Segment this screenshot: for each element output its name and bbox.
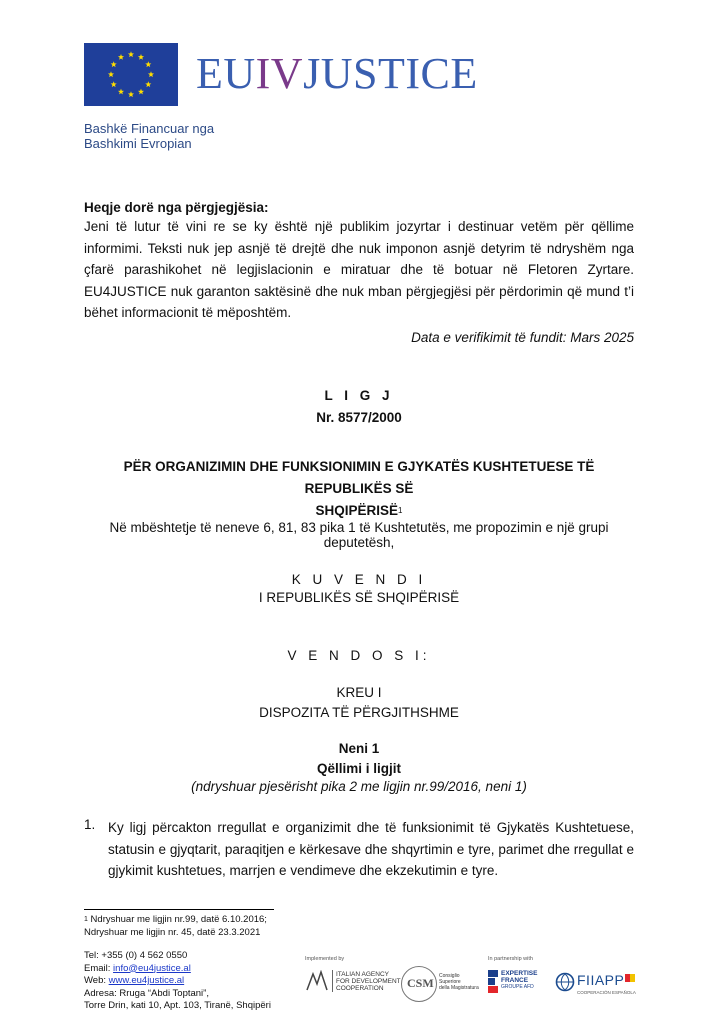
paragraph-text: Ky ligj përcakton rregullat e organizimit dhe të funksionimit të Gjykatës Kushtetuese, statusin e gjyqtarit, paraqitjen e kërkesave dhe shqyrtimin e tyre, parimet dhe rregullat e gjykimit kushtetues, marrjen e vendimeve dhe ekzekutimin e tyre. [108, 820, 634, 878]
eu-star-icon [111, 61, 117, 67]
article-title: Qëllimi i ligjit [316, 761, 401, 776]
cofinanced-line-1: Bashkë Financuar nga [84, 121, 215, 136]
csm-line-2: Superiore [439, 979, 461, 985]
contact-address-2: Torre Drin, kati 10, Apt. 103, Tiranë, Shqipëri [84, 1000, 271, 1012]
legal-basis: Në mbështetje të neneve 6, 81, 83 pika 1 të Kushtetutës, me propozimin e një grupi deputetësh, [109, 520, 609, 550]
fiiapp-flag-yellow [630, 974, 635, 982]
cofinanced-note [84, 121, 214, 151]
law-title-line-1: PËR ORGANIZIMIN DHE FUNKSIONIMIN E GJYKATËS KUSHTETUESE TË REPUBLIKËS SË [123, 459, 595, 496]
eu-star-icon [145, 61, 151, 67]
article-note: (ndryshuar pjesërisht pika 2 me ligjin nr.99/2016, neni 1) [191, 779, 527, 794]
partnership-label: In partnership with [488, 956, 533, 962]
law-title-line-2-text: SHQIPËRISË [315, 503, 399, 518]
csm-line-1: Consiglio [439, 973, 460, 979]
contact-phone: Tel: +355 (0) 4 562 0550 [84, 950, 188, 961]
eu-stars-icon [84, 43, 178, 106]
ef-line-2: FRANCE [501, 977, 529, 984]
aics-emblem-icon [305, 970, 331, 992]
brand-logo [196, 48, 478, 100]
eu-star-icon [118, 54, 124, 60]
ef-line-1: EXPERTISE [501, 970, 538, 977]
footnote-divider [84, 909, 274, 910]
disclaimer-title: Heqje dorë nga përgjegjësia: [84, 200, 269, 215]
fiiapp-globe-icon [555, 972, 575, 992]
eu-star-icon [118, 89, 124, 95]
eu-star-icon [148, 71, 154, 77]
contact-web-label: Web: [84, 975, 109, 987]
article-label: Neni 1 [338, 741, 380, 756]
fiiapp-subtitle: COOPERACIÓN ESPAÑOLA [577, 990, 636, 995]
disclaimer-body: Jeni të lutur të vini re se ky është një publikim jozyrtar i destinuar vetëm për qëllime informimi. Teksti nuk jep asnjë të drejtë dhe nuk imponon asnjë detyrim të ndryshëm nga çfarë parashikohet në legjislacionin e miratuar dhe të botuar në Fletoren Zyrtare. EU4JUSTICE nuk garanton saktësinë dhe nuk mban përgjegjësi për përdorimin që mund t’i bëhet informacionit të mëposhtëm. [84, 219, 634, 320]
eu-star-icon [111, 81, 117, 87]
aics-line-2: FOR DEVELOPMENT [336, 978, 401, 985]
contact-web-row [84, 975, 271, 988]
footnote-mark: 1 [84, 916, 88, 923]
expertise-france-mark-icon [488, 970, 498, 994]
footnote-line-1 [84, 913, 267, 926]
expertise-france-logo [501, 970, 537, 991]
ef-line-3: GROUPE AFD [501, 984, 534, 990]
aics-line-3: COOPERATION [336, 985, 384, 992]
contact-email-row [84, 963, 271, 976]
implemented-by-label: Implemented by [305, 956, 345, 962]
contact-email-label: Email: [84, 962, 114, 974]
fiiapp-logo: FIIAPP [577, 972, 625, 988]
csm-logo-text [439, 973, 479, 991]
aics-divider [332, 970, 333, 992]
eu-star-icon [128, 91, 134, 97]
verification-date: Data e verifikimit të fundit: Mars 2025 [411, 330, 634, 345]
law-number: Nr. 8577/2000 [316, 410, 402, 425]
brand-eu: EU [196, 49, 256, 98]
csm-line-3: della Magistratura [439, 985, 479, 991]
eu-star-icon [138, 89, 144, 95]
assembly-republic: I REPUBLIKËS SË SHQIPËRISË [258, 590, 460, 605]
law-title-line-2 [84, 500, 634, 522]
footnote-line-2: Ndryshuar me ligjin nr. 45, datë 23.3.2021 [84, 927, 261, 938]
assembly-label: K U V E N D I [291, 572, 427, 587]
partner-logos [305, 956, 640, 1008]
footnote [84, 913, 267, 939]
contact-address-1: Adresa: Rruga “Abdi Toptani”, [84, 987, 209, 999]
eu-star-icon [138, 54, 144, 60]
eu-star-icon [145, 81, 151, 87]
contact-email-link[interactable]: info@eu4justice.al [113, 962, 191, 974]
cofinanced-line-2: Bashkimi Evropian [84, 136, 192, 151]
brand-justice: JUSTICE [303, 49, 478, 98]
aics-logo [336, 971, 401, 992]
eu-star-icon [128, 51, 134, 57]
aics-line-1: ITALIAN AGENCY [336, 971, 389, 978]
eu-flag-logo [84, 43, 178, 106]
brand-iv: IV [255, 49, 304, 98]
law-title [84, 456, 634, 522]
paragraph-number: 1. [84, 817, 96, 832]
law-label: L I G J [324, 388, 394, 403]
decides-label: V E N D O S I: [287, 648, 431, 663]
chapter-number: KREU I [336, 685, 382, 700]
footnote-reference[interactable]: 1 [398, 506, 403, 515]
eu-star-icon [108, 71, 114, 77]
csm-abbr: CSM [407, 976, 434, 990]
chapter-title: DISPOZITA TË PËRGJITHSHME [259, 705, 459, 720]
contact-web-link[interactable]: www.eu4justice.al [108, 975, 185, 987]
footnote-line-1-text: Ndryshuar me ligjin nr.99, datë 6.10.2016; [87, 914, 267, 925]
contact-block [84, 950, 271, 1013]
